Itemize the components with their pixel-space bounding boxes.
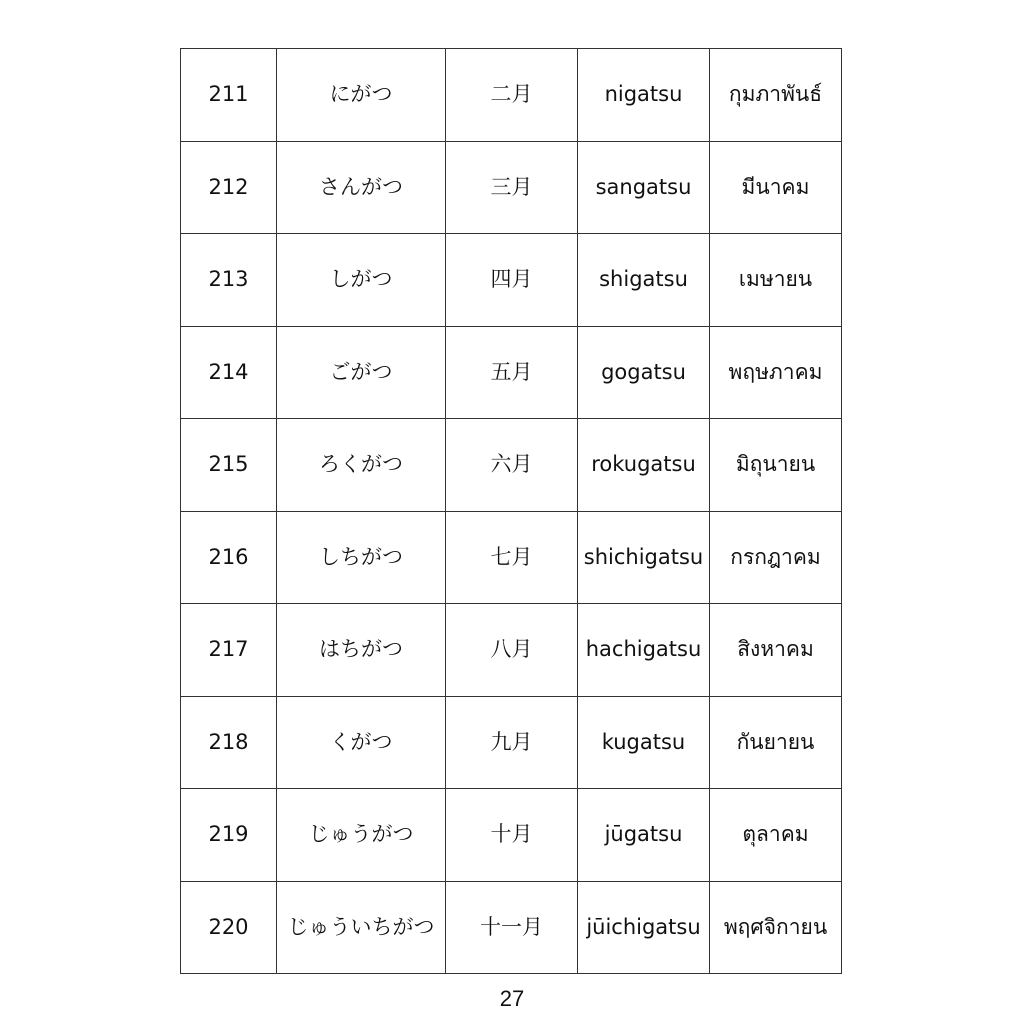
table-row xyxy=(181,419,842,512)
table-row xyxy=(181,141,842,234)
row-number: 214 xyxy=(181,326,277,419)
romaji-cell: kugatsu xyxy=(578,696,710,789)
thai-cell: กุมภาพันธ์ xyxy=(710,49,842,142)
thai-cell: เมษายน xyxy=(710,234,842,327)
row-number: 215 xyxy=(181,419,277,512)
thai-cell: มิถุนายน xyxy=(710,419,842,512)
thai-cell: ตุลาคม xyxy=(710,789,842,882)
page-number: 27 xyxy=(499,986,525,1011)
thai-cell: สิงหาคม xyxy=(710,604,842,697)
kana-cell: はちがつ xyxy=(277,604,446,697)
kanji-cell: 十月 xyxy=(446,789,578,882)
row-number: 217 xyxy=(181,604,277,697)
table-row xyxy=(181,789,842,882)
table-row xyxy=(181,881,842,974)
thai-cell: พฤษภาคม xyxy=(710,326,842,419)
romaji-cell: hachigatsu xyxy=(578,604,710,697)
thai-cell: กันยายน xyxy=(710,696,842,789)
romaji-cell: gogatsu xyxy=(578,326,710,419)
kana-cell: しちがつ xyxy=(277,511,446,604)
romaji-cell: jūichigatsu xyxy=(578,881,710,974)
kanji-cell: 四月 xyxy=(446,234,578,327)
kanji-cell: 六月 xyxy=(446,419,578,512)
kana-cell: さんがつ xyxy=(277,141,446,234)
romaji-cell: sangatsu xyxy=(578,141,710,234)
romaji-cell: jūgatsu xyxy=(578,789,710,882)
table-row xyxy=(181,326,842,419)
row-number: 219 xyxy=(181,789,277,882)
romaji-cell: nigatsu xyxy=(578,49,710,142)
row-number: 213 xyxy=(181,234,277,327)
row-number: 220 xyxy=(181,881,277,974)
table-row xyxy=(181,234,842,327)
thai-cell: กรกฎาคม xyxy=(710,511,842,604)
romaji-cell: shichigatsu xyxy=(578,511,710,604)
romaji-cell: rokugatsu xyxy=(578,419,710,512)
kana-cell: じゅうがつ xyxy=(277,789,446,882)
kana-cell: ろくがつ xyxy=(277,419,446,512)
kana-cell: しがつ xyxy=(277,234,446,327)
table-row xyxy=(181,49,842,142)
kanji-cell: 三月 xyxy=(446,141,578,234)
kanji-cell: 八月 xyxy=(446,604,578,697)
kanji-cell: 七月 xyxy=(446,511,578,604)
kana-cell: くがつ xyxy=(277,696,446,789)
thai-cell: พฤศจิกายน xyxy=(710,881,842,974)
row-number: 216 xyxy=(181,511,277,604)
romaji-cell: shigatsu xyxy=(578,234,710,327)
table-row xyxy=(181,511,842,604)
kana-cell: じゅういちがつ xyxy=(277,881,446,974)
row-number: 211 xyxy=(181,49,277,142)
kanji-cell: 五月 xyxy=(446,326,578,419)
thai-cell: มีนาคม xyxy=(710,141,842,234)
table-row xyxy=(181,696,842,789)
table-row xyxy=(181,604,842,697)
kanji-cell: 九月 xyxy=(446,696,578,789)
kanji-cell: 二月 xyxy=(446,49,578,142)
vocabulary-table xyxy=(180,48,842,974)
kana-cell: にがつ xyxy=(277,49,446,142)
kana-cell: ごがつ xyxy=(277,326,446,419)
row-number: 218 xyxy=(181,696,277,789)
row-number: 212 xyxy=(181,141,277,234)
kanji-cell: 十一月 xyxy=(446,881,578,974)
